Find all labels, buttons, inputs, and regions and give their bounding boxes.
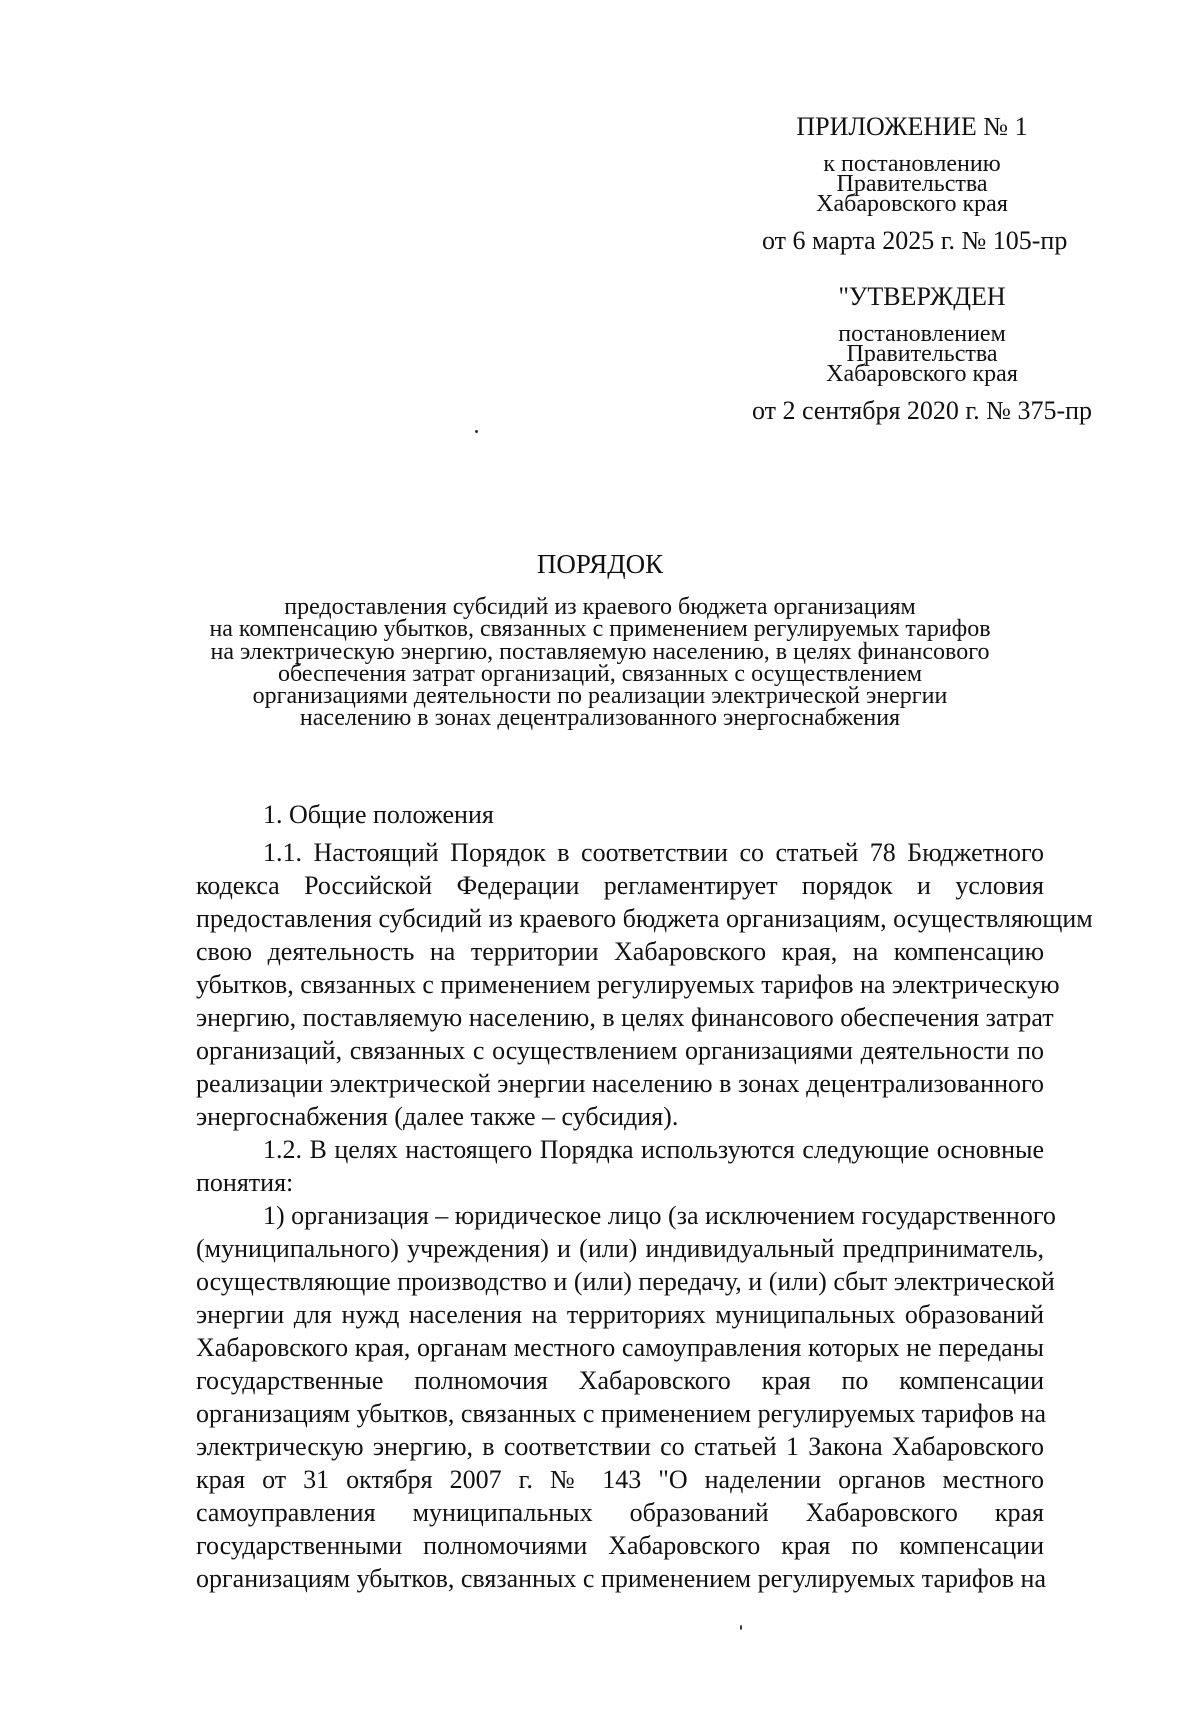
body-line: самоуправления муниципальных образований Хабаровского края: [196, 1498, 1044, 1527]
body-line: убытков, связанных с применением регулируемых тарифов на электрическую: [196, 970, 1060, 999]
body-line: энергоснабжения (далее также – субсидия).: [196, 1102, 679, 1131]
approved-line: Хабаровского края: [826, 361, 1018, 387]
subtitle-line: обеспечения затрат организаций, связанных с осуществлением: [277, 660, 923, 687]
body-line: предоставления субсидий из краевого бюджета организациям, осуществляющим: [196, 904, 1093, 933]
body-line: энергии для нужд населения на территориях муниципальных образований: [196, 1300, 1044, 1329]
body-line: Хабаровского края, органам местного самоуправления которых не переданы: [196, 1333, 1044, 1362]
subtitle-line: на компенсацию убытков, связанных с применением регулируемых тарифов: [209, 616, 991, 643]
subtitle-line: организациями деятельности по реализации электрической энергии: [252, 683, 948, 710]
section-heading: 1. Общие положения: [263, 800, 494, 829]
document-title: ПОРЯДОК: [536, 549, 664, 579]
body-line: края от 31 октября 2007 г. № 143 "О наделении органов местного: [196, 1465, 1044, 1494]
body-line: понятия:: [196, 1168, 294, 1197]
document-title-block: [140, 548, 1060, 730]
body-line: реализации электрической энергии населению в зонах децентрализованного: [196, 1069, 1044, 1098]
body-line: 1) организация – юридическое лицо (за исключением государственного: [263, 1201, 1056, 1230]
body-line: электрическую энергию, в соответствии со статьей 1 Закона Хабаровского: [196, 1432, 1044, 1461]
body-line: (муниципального) учреждения) и (или) индивидуальный предприниматель,: [196, 1234, 1044, 1263]
body-line: 1.2. В целях настоящего Порядка используются следующие основные: [263, 1135, 1044, 1164]
appendix-line: Правительства: [836, 171, 988, 197]
appendix-title: ПРИЛОЖЕНИЕ № 1: [796, 112, 1028, 141]
appendix-line: к постановлению: [823, 151, 1001, 177]
scan-speck: [475, 430, 478, 433]
approved-date: от 2 сентября 2020 г. № 375-пр: [751, 396, 1093, 425]
approved-line: постановлением: [838, 321, 1006, 347]
body-line: государственные полномочия Хабаровского края по компенсации: [196, 1366, 1044, 1395]
body-line: кодекса Российской Федерации регламентирует порядок и условия: [196, 871, 1044, 900]
body-line: организациям убытков, связанных с применением регулируемых тарифов на: [196, 1564, 1047, 1593]
document-subtitle: [140, 596, 1060, 730]
body-line: осуществляющие производство и (или) передачу, и (или) сбыт электрической: [196, 1267, 1055, 1296]
body-line: организаций, связанных с осуществлением организациями деятельности по: [196, 1036, 1044, 1065]
subtitle-line: населению в зонах децентрализованного энергоснабжения: [299, 705, 901, 732]
approved-title: "УТВЕРЖДЕН: [838, 282, 1006, 311]
appendix-block: [762, 112, 1068, 256]
appendix-line: Хабаровского края: [816, 191, 1008, 217]
body-line: государственными полномочиями Хабаровского края по компенсации: [196, 1531, 1044, 1560]
body-line: энергию, поставляемую населению, в целях финансового обеспечения затрат: [196, 1003, 1054, 1032]
subtitle-line: на электрическую энергию, поставляемую населению, в целях финансового: [210, 638, 990, 665]
approved-line: Правительства: [846, 341, 998, 367]
scan-speck: [740, 1625, 742, 1630]
body-line: 1.1. Настоящий Порядок в соответствии со статьей 78 Бюджетного: [263, 838, 1044, 867]
section-body: [196, 836, 1093, 1595]
appendix-date: от 6 марта 2025 г. № 105-пр: [762, 226, 1068, 255]
approved-block: [712, 282, 1132, 426]
body-line: свою деятельность на территории Хабаровского края, на компенсацию: [196, 937, 1044, 966]
body-line: организациям убытков, связанных с применением регулируемых тарифов на: [196, 1399, 1047, 1428]
subtitle-line: предоставления субсидий из краевого бюджета организациям: [284, 594, 916, 620]
